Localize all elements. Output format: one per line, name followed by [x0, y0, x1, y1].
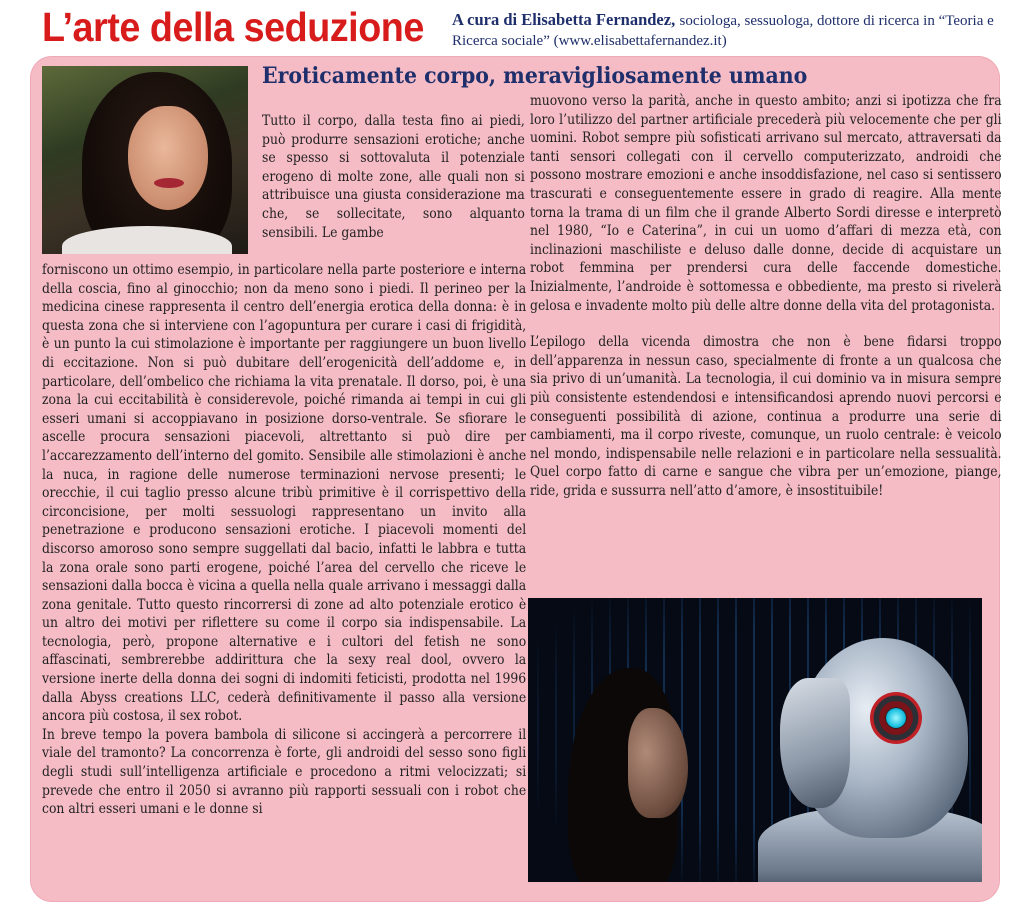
woman-and-robot-image — [528, 598, 982, 882]
masthead — [42, 6, 1012, 54]
author-name: A cura di Elisabetta Fernandez, — [452, 10, 676, 29]
article-paragraph: In breve tempo la povera bambola di silicone si accingerà a percorrere il viale del tramonto? La concorrenza è forte, gli androidi del sesso sono figli degli studi sull’intelligenza artificiale e procedono a ritmi velocizzati; si prevede che entro il 2050 si avranno più rapporti sessuali con i robot che con altri esseri umani e le donne si — [42, 726, 527, 818]
article-left-column — [42, 261, 526, 893]
section-title: L’arte della seduzione — [42, 4, 424, 50]
article-right-column — [530, 92, 1002, 582]
article-paragraph: L’epilogo della vicenda dimostra che non è bene fidarsi troppo dell’apparenza in nessun caso, specialmente di fronte a un qualcosa che sia privo di un’umanità. La tecnologia, il cui dominio va in misura sempre più consistente estendendosi e intensificandosi aprendo nuovi percorsi e conseguenti possibilità di azione, continua a produrre una serie di cambiamenti, ma il corpo riveste, comunque, un ruolo centrale: è veicolo nel mondo, indispensabile nelle relazioni e in particolare nella sessualità. Quel corpo fatto di carne e sangue che vibra per un’emozione, piange, ride, grida e sussurra nell’atto d’amore, è insostituibile! — [530, 334, 1002, 499]
author-credit — [452, 10, 1012, 51]
article-headline: Eroticamente corpo, meravigliosamente umano — [262, 63, 808, 89]
article-intro-text — [262, 112, 525, 262]
article-paragraph: Tutto il corpo, dalla testa fino ai piedi, può produrre sensazioni erotiche; anche se spesso si sottovaluta il potenziale erogeno di molte zone, alle quali non si attribuisce una giusta considerazione ma che, se sollecitate, sono alquanto sensibili. Le gambe — [262, 113, 525, 241]
author-photo — [42, 66, 248, 254]
author-role: sociologa, sessuologa, dottore di ricerca in “Teoria e Ricerca sociale” (www.elisabettafernandez.it) — [452, 13, 994, 49]
article-paragraph: muovono verso la parità, anche in questo ambito; anzi si ipotizza che fra loro l’utilizzo del partner artificiale precederà più velocemente che per gli uomini. Robot sempre più sofisticati arrivano sul mercato, attraversati da tanti sensori collegati con il cervello computerizzato, androidi che possono mostrare emozioni e anche insoddisfazione, nel caso si sentissero trascurati e conseguentemente essere in grado di reagire. Alla mente torna la trama di un film che il grande Alberto Sordi diresse e interpretò nel 1980, “Io e Caterina”, in cui un uomo d’affari di mezza età, con inclinazioni maschiliste e deluso dalle donne, decide di acquistare un robot femmina per prendersi cura delle faccende domestiche. Inizialmente, l’androide è sottomessa e obbediente, ma presto si rivelerà gelosa e invadente molto più delle altre donne della vita del protagonista. — [530, 93, 1002, 314]
article-paragraph: forniscono un ottimo esempio, in particolare nella parte posteriore e interna della coscia, fino al ginocchio; non da meno sono i piedi. Il perineo per la medicina cinese rappresenta il centro dell’energia erotica della donna: è in questa zona che si interviene con l’agopuntura per curare i casi di frigidità, è un punto la cui stimolazione è importante per raggiungere un buon livello di eccitazione. Non si può dubitare dell’erogenicità dell’addome e, in particolare, dell’ombelico che richiama la vita prenatale. Il dorso, poi, è una zona la cui eccitabilità è considerevole, poiché rimanda ai tempi in cui gli esseri umani si accoppiavano in posizione dorso-ventrale. Se sfiorare le ascelle procura sensazioni piacevoli, altrettanto si può dire per l’accarezzamento dell’interno del gomito. Sensibile alle stimolazioni è anche la nuca, in ragione delle numerose terminazioni nervose presenti; le orecchie, il cui taglio presso alcune tribù primitive è il corrispettivo della circoncisione, per molti sessuologi rappresentano un invito alla penetrazione e producono sensazioni erotiche. I piacevoli momenti del discorso amoroso sono sempre suggellati dal bacio, infatti le labbra e tutta la zona orale sono parti erogene, poiché l’area del cervello che riceve le sensazioni dalla bocca è vicina a quella nella quale arrivano i messaggi dalla zona genitale. Tutto questo rincorrersi di zone ad alto potenziale erotico è un altro dei motivi per riflettere su come il corpo sia indispensabile. La tecnologia, però, propone alternative e i cultori del fetish ne sono affascinati, sembrerebbe addirittura che la sexy real dool, ovvero la versione inerte della donna dei sogni di indomiti feticisti, prodotta nel 1996 dalla Abyss creations LLC, cederà definitivamente il passo alla versione ancora più costosa, il sex robot. — [42, 262, 527, 725]
article-panel — [30, 56, 1000, 902]
